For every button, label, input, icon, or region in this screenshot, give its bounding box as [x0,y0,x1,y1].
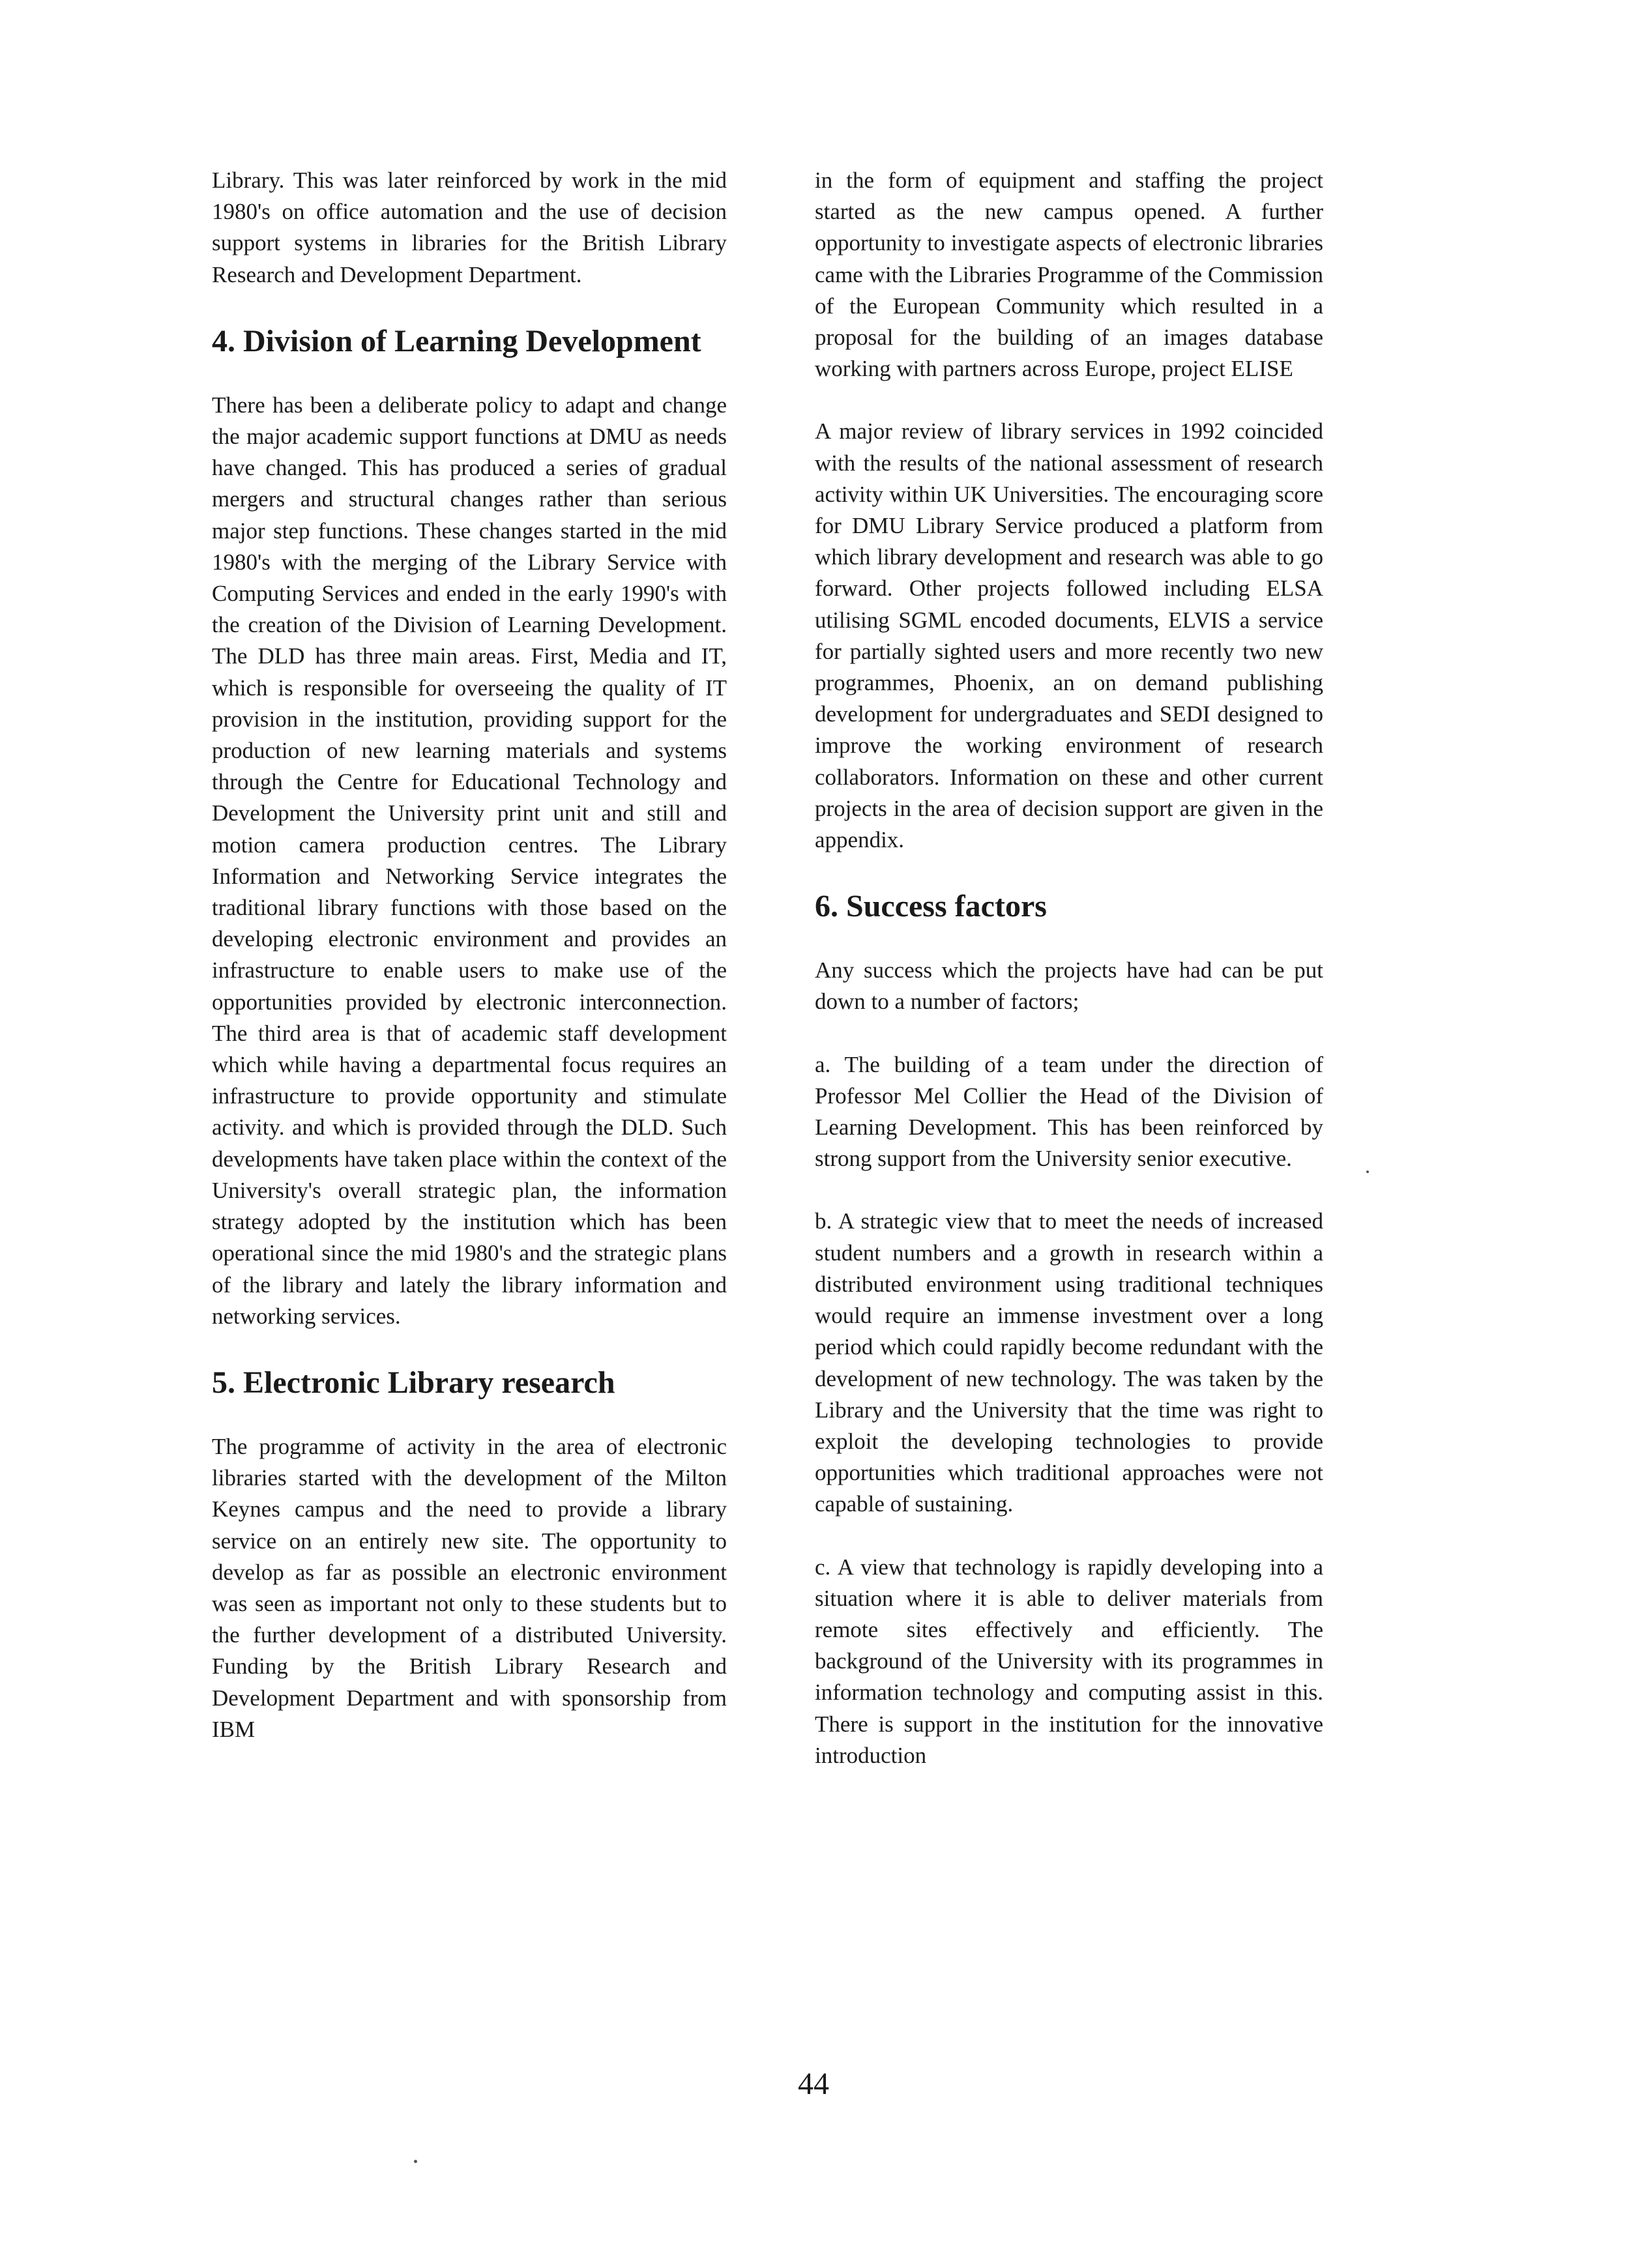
page-number: 44 [798,2067,829,2101]
paragraph-success-intro: Any success which the projects have had can be put down to a number of factors; [815,957,1323,1015]
scan-speck [414,2160,417,2163]
paragraph-intro: Library. This was later reinforced by work in the mid 1980's on office automation and the use of decision support systems in libraries for the British Library Research and Development Department. [212,167,727,287]
paragraph-division-learning-development: There has been a deliberate policy to adapt and change the major academic support functions at DMU as needs have changed. This has produced a series of gradual mergers and structural changes rather than serious major step functions. These changes started in the mid 1980's with the merging of the Library Service with Computing Services and ended in the early 1990's with the creation of the Division of Learning Development. The DLD has three main areas. First, Media and IT, which is responsible for overseeing the quality of IT provision in the institution, providing support for the production of new learning materials and systems through the Centre for Educational Technology and Development the University print unit and still and motion camera production centres. The Library Information and Networking Service integrates the traditional library functions with those based on the developing electronic environment and provides an infrastructure to enable users to make use of the opportunities provided by electronic interconnection. The third area is that of academic staff development which while having a departmental focus requires an infrastructure to provide opportunity and stimulate activity. and which is provided through the DLD. Such developments have taken place within the context of the University's overall strategic plan, the information strategy adopted by the institution which has been operational since the mid 1980's and the strategic plans of the library and lately the library information and networking services. [212,392,727,1329]
section-heading-6: 6. Success factors [815,889,1047,924]
paragraph-library-review: A major review of library services in 1992 coincided with the results of the national assessment of research activity within UK Universities. The encouraging score for DMU Library Service produced a platform from which library development and research was able to go forward. Other projects followed including ELSA utilising SGML encoded documents, ELVIS a service for partially sighted users and more recently two new programmes, Phoenix, an on demand publishing development for undergraduates and SEDI designed to improve the working environment of research collaborators. Information on these and other current projects in the area of decision support are given in the appendix. [815,418,1323,853]
left-column [212,165,727,1777]
scan-speck [1366,1170,1369,1173]
paragraph-electronic-library-research: The programme of activity in the area of electronic libraries started with the development of the Milton Keynes campus and the need to provide a library service on an entirely new site. The opportunity to develop as far as possible an electronic environment was seen as important not only to these students but to the further development of a distributed University. Funding by the British Library Research and Development Department and with sponsorship from IBM [212,1433,727,1742]
paragraph-factor-b: b. A strategic view that to meet the needs of increased student numbers and a growth in research within a distributed environment using traditional techniques would require an immense investment over a long period which could rapidly become redundant with the development of new technology. The was taken by the Library and the University that the time was right to exploit the developing technologies to provide opportunities which traditional approaches were not capable of sustaining. [815,1208,1323,1517]
paragraph-factor-a: a. The building of a team under the direction of Professor Mel Collier the Head of the Division of Learning Development. This has been reinforced by strong support from the University senior executive. [815,1051,1323,1172]
section-heading-5: 5. Electronic Library research [212,1365,615,1400]
paragraph-continuation: in the form of equipment and staffing the project started as the new campus opened. A further opportunity to investigate aspects of electronic libraries came with the Libraries Programme of the Commission of the European Community which resulted in a proposal for the building of an images database working with partners across Europe, project ELISE [815,167,1323,382]
section-heading-4: 4. Division of Learning Development [212,323,701,358]
right-column [815,165,1323,1803]
paragraph-factor-c: c. A view that technology is rapidly developing into a situation where it is able to deliver materials from remote sites effectively and efficiently. The background of the University with its programmes in information technology and computing assist in this. There is support in the institution for the innovative introduction [815,1554,1323,1768]
